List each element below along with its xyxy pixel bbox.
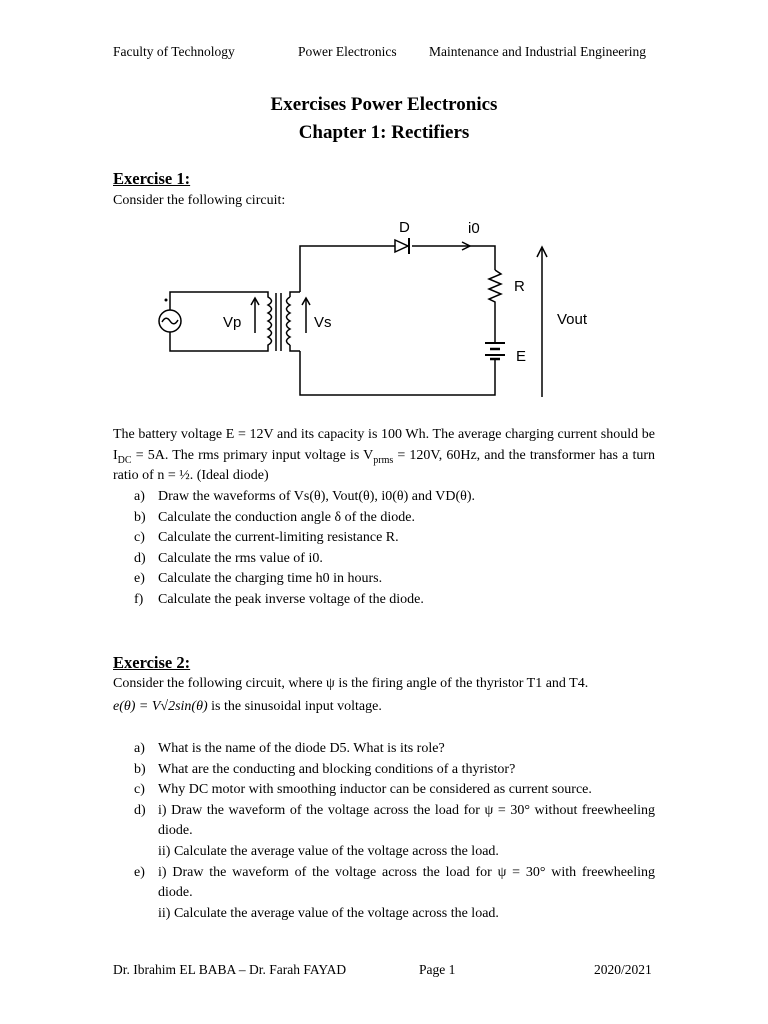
list-item: a) Draw the waveforms of Vs(θ), Vout(θ), i0(θ) and VD(θ). (134, 489, 476, 504)
current-label: i0 (468, 220, 480, 237)
footer-year: 2020/2021 (594, 962, 652, 977)
header-department: Maintenance and Industrial Engineering (429, 44, 647, 59)
list-item: e) Calculate the charging time h0 in hours. (134, 571, 383, 587)
diode-icon (395, 240, 408, 252)
input-voltage-formula: e(θ) = V√2sin(θ) (113, 699, 208, 714)
exercise2-questions (134, 739, 655, 924)
list-item: b) Calculate the conduction angle δ of the diode. (134, 509, 415, 525)
battery-label: E (516, 348, 527, 365)
list-item: d) i) Draw the waveform of the voltage across the load for ψ = 30° without freewheeling diode. ii) Calculate the average value of the voltage across the load. (134, 802, 655, 859)
document-title: Exercises Power Electronics (270, 94, 498, 115)
secondary-voltage-label: Vs (314, 314, 332, 331)
list-item: e) i) Draw the waveform of the voltage across the load for ψ = 30° with freewheeling diode. ii) Calculate the average value of the voltage across the load. (134, 864, 655, 921)
list-item: c) Why DC motor with smoothing inductor can be considered as current source. (134, 782, 592, 798)
list-item: d) Calculate the rms value of i0. (134, 550, 323, 566)
rectifier-circuit-diagram (150, 215, 600, 405)
list-item: a) What is the name of the diode D5. What is its role? (134, 741, 445, 756)
exercise1-description: The battery voltage E = 12V and its capacity is 100 Wh. The average charging current should be $I_{DC} = 5A$. The rms primary input voltage is $V_{prms} = 120V$, 60Hz, and the transformer has a turn ratio of n = ½. (Ideal diode) (113, 427, 655, 483)
battery-icon (485, 343, 505, 359)
exercise1-heading: Exercise 1: (113, 169, 191, 188)
diode-label: D (399, 219, 410, 236)
exercise2-formula-line: e(θ) = V√2sin(θ) is the sinusoidal input voltage. (113, 699, 382, 714)
chapter-title: Chapter 1: Rectifiers (298, 122, 470, 143)
header-course: Power Electronics (298, 44, 397, 59)
footer-authors: Dr. Ibrahim EL BABA – Dr. Farah FAYAD (113, 962, 347, 977)
list-item: f) Calculate the peak inverse voltage of the diode. (134, 591, 424, 607)
exercise2-intro: Consider the following circuit, where ψ is the firing angle of the thyristor T1 and T4. (113, 676, 589, 691)
list-item: c) Calculate the current-limiting resistance R. (134, 530, 399, 546)
list-item: b) What are the conducting and blocking conditions of a thyristor? (134, 761, 516, 777)
page-number: Page 1 (419, 962, 456, 977)
exercise1-intro: Consider the following circuit: (113, 193, 286, 208)
output-voltage-label: Vout (557, 311, 588, 328)
exercise2-heading: Exercise 2: (113, 653, 191, 672)
primary-voltage-label: Vp (223, 314, 242, 331)
header-faculty: Faculty of Technology (113, 44, 235, 59)
exercise1-questions (134, 487, 655, 611)
resistor-label: R (514, 278, 525, 295)
